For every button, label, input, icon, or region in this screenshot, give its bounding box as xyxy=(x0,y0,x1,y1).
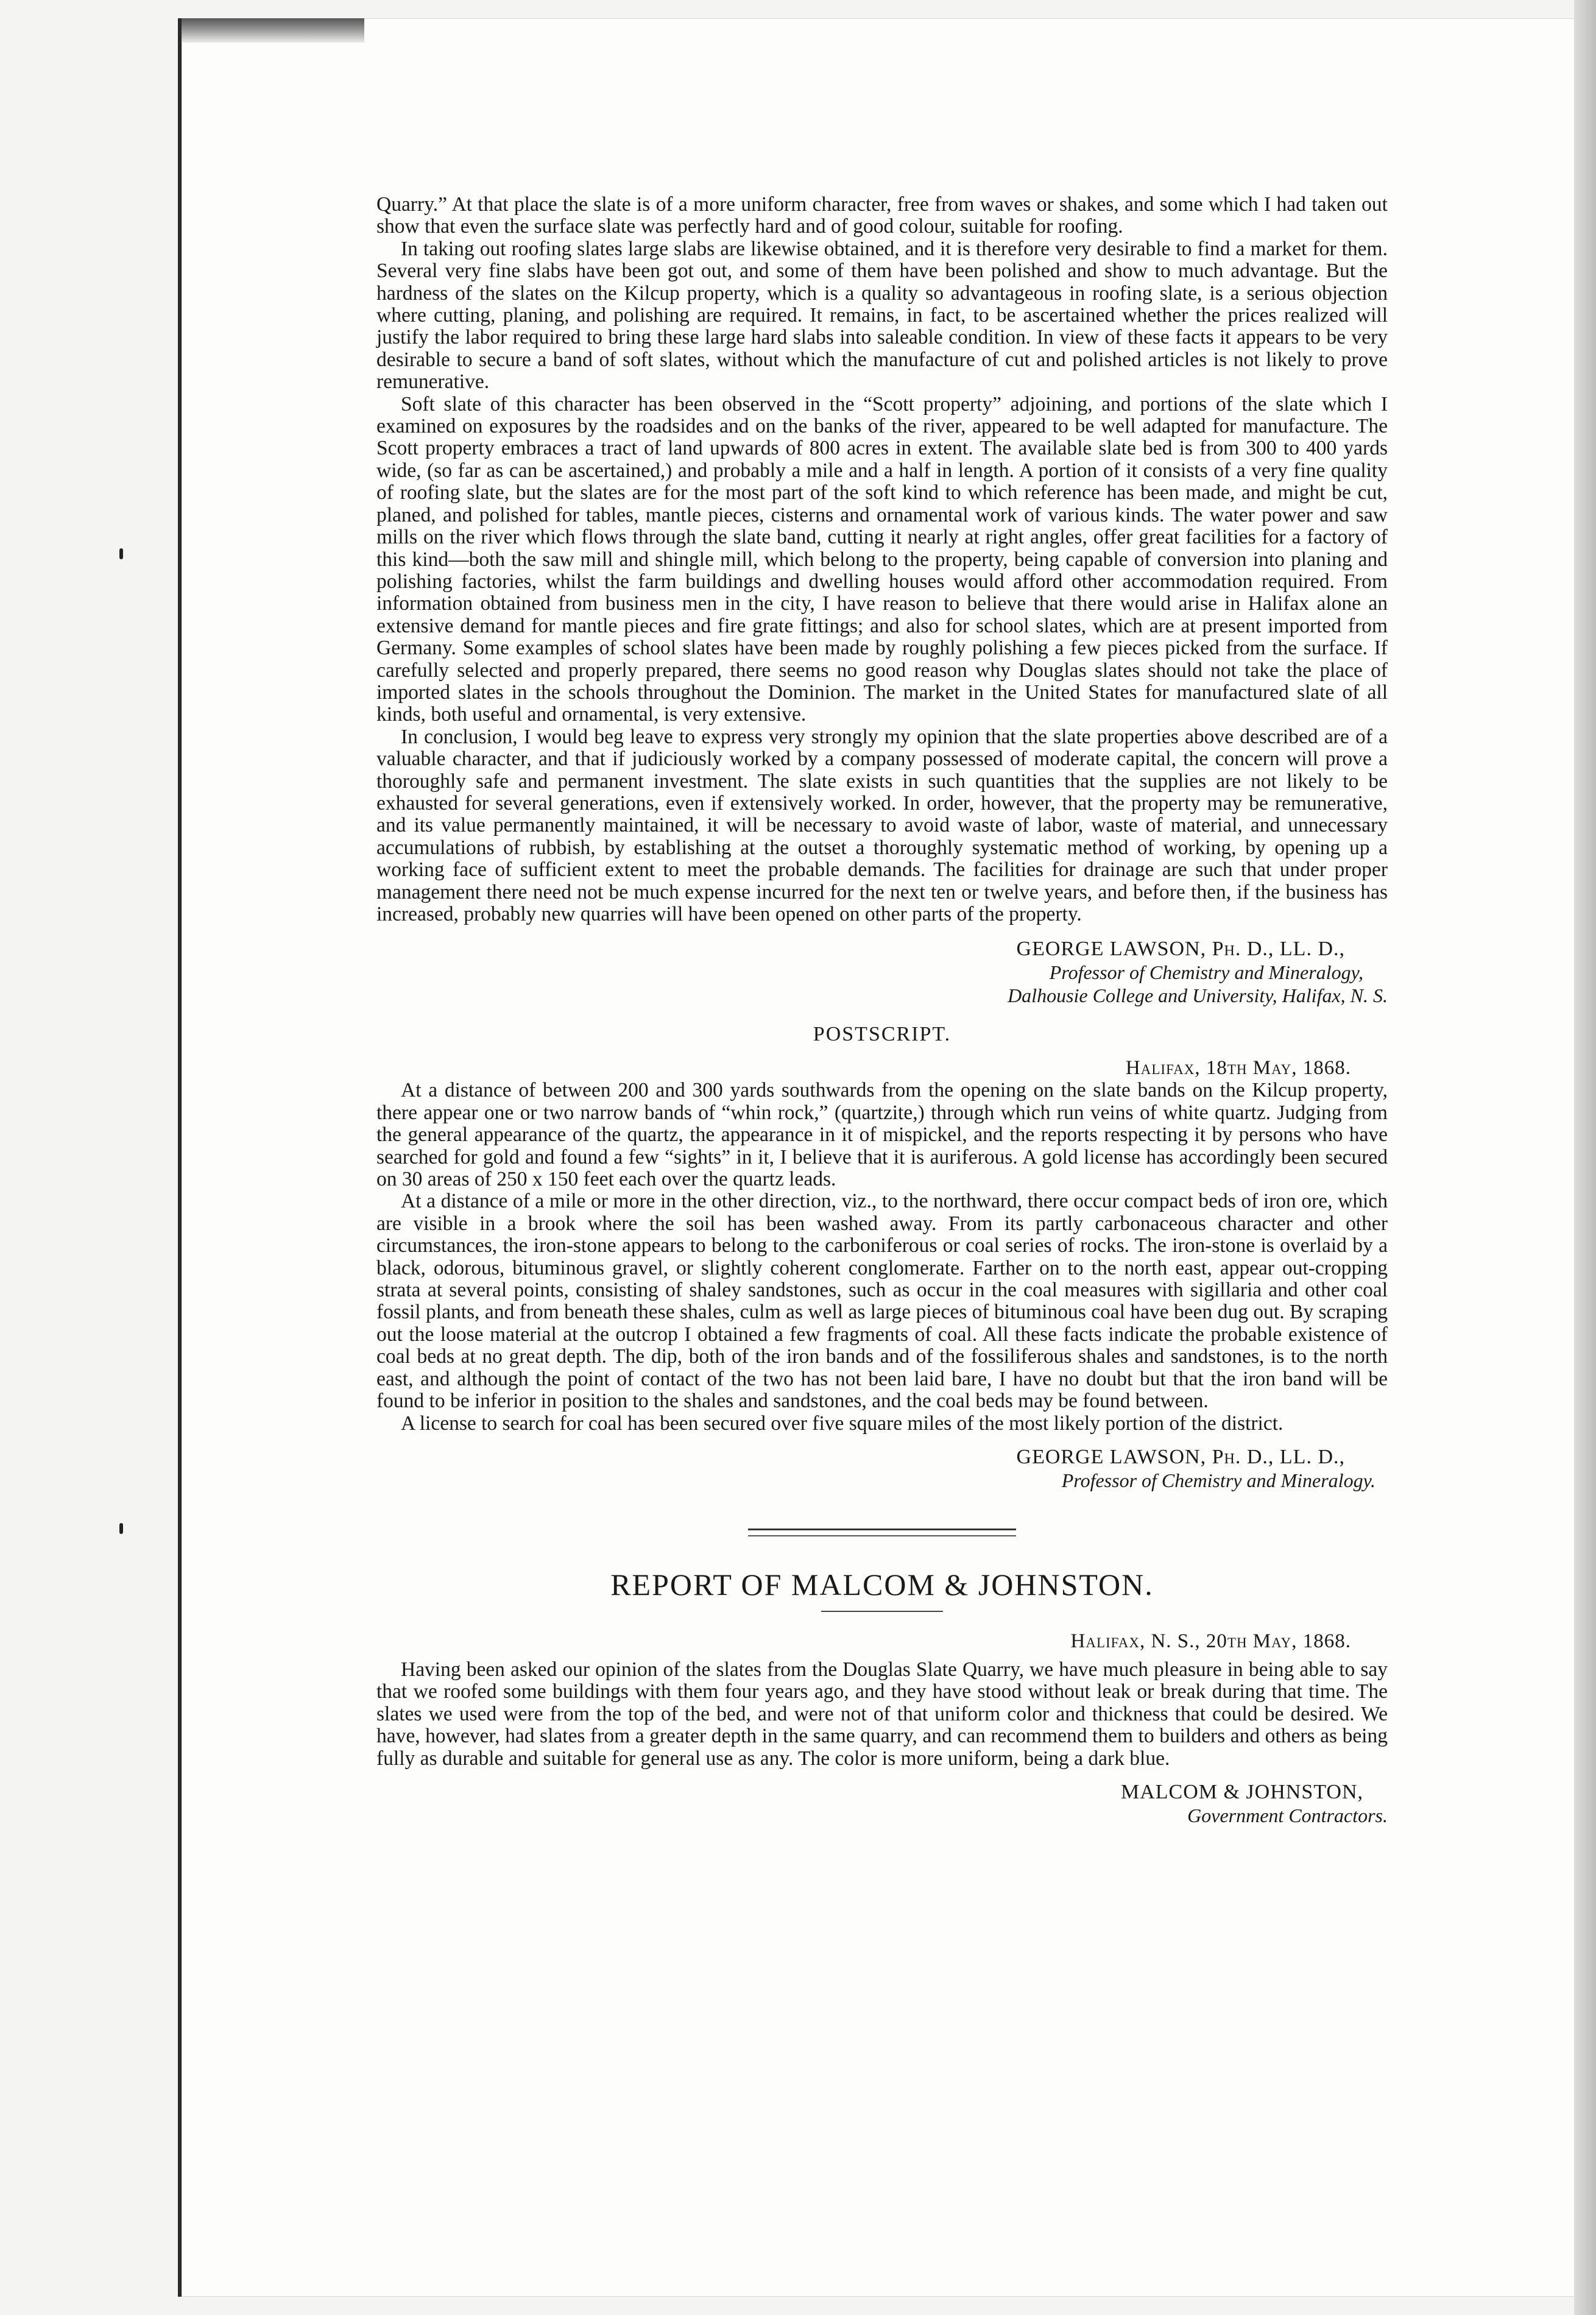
report-paragraph: In taking out roofing slates large slabs are likewise obtained, and it is therefore very desirable to find a market for them. Several very fine slabs have been got out, and some of them have been polished and show to much advantage. But the hardness of the slates on the Kilcup property, which is a quality so advantageous in roofing slate, is a serious objection where cutting, planing, and polishing are required. It remains, in fact, to be ascertained whether the prices realized will justify the labor required to bring these large hard slabs into saleable condition. In view of these facts it appears to be very desirable to secure a band of soft slates, without which the manufacture of cut and polished articles is not likely to prove remunerative. xyxy=(376,237,1388,394)
section-divider xyxy=(748,1529,1016,1530)
document-content xyxy=(376,194,1388,1827)
postscript-dateline: Halifax, 18th May, 1868. xyxy=(1125,1057,1351,1080)
signature-title: Government Contractors. xyxy=(1187,1804,1388,1826)
report-title: REPORT OF MALCOM & JOHNSTON. xyxy=(610,1567,1154,1602)
binding-mark xyxy=(119,548,123,559)
malcom-paragraph: Having been asked our opinion of the slates from the Douglas Slate Quarry, we have much pleasure in being able to say that we roofed some buildings with them four years ago, and they have stood without leak or break during that time. The slates we used were from the top of the bed, and were not of that uniform color and thickness that could be desired. We have, however, had slates from a greater depth in the same quarry, and can recommend them to builders and others as being fully as durable and suitable for general use as any. The color is more uniform, being a dark blue. xyxy=(376,1658,1388,1770)
signature-title: Professor of Chemistry and Mineralogy. xyxy=(1061,1469,1375,1491)
page-fold-shadow xyxy=(182,18,364,43)
postscript-paragraph: At a distance of a mile or more in the other direction, viz., to the northward, there occur compact beds of iron ore, which are visible in a brook where the soil has been washed away. From its partly carbonaceous character and other circumstances, the iron-stone appears to belong to the carboniferous or coal series of rocks. The iron-stone is overlaid by a black, odorous, bituminous gravel, or slightly coherent conglomerate. Farther on to the north east, appear out-cropping strata at several points, consisting of shaley sandstones, such as occur in the coal measures with sigillaria and other coal fossil plants, and from beneath these shales, culm as well as large pieces of bituminous coal have been dug out. By scraping out the loose material at the outcrop I obtained a few fragments of coal. All these facts indicate the probable existence of coal beds at no great depth. The dip, both of the iron bands and of the fossiliferous shales and sandstones, is to the north east, and although the point of contact of the two has not been laid bare, I have no doubt but that the iron band will be found to be inferior in position to the shales and sandstones, and the coal beds may be found between. xyxy=(376,1190,1388,1413)
section-divider xyxy=(748,1535,1016,1536)
signature-title: Professor of Chemistry and Mineralogy, xyxy=(1049,961,1363,984)
signature-name: MALCOM & JOHNSTON, xyxy=(1120,1780,1363,1803)
report-section xyxy=(376,194,1388,1007)
postscript-paragraph: A license to search for coal has been secured over five square miles of the most likely portion of the district. xyxy=(401,1412,1284,1435)
report-paragraph: Quarry.” At that place the slate is of a more uniform character, free from waves or shakes, and some which I had taken out show that even the surface slate was perfectly hard and of good colour, suitable for roofing. xyxy=(376,193,1388,238)
malcom-report-section xyxy=(376,1567,1388,1827)
postscript-heading: POSTSCRIPT. xyxy=(813,1023,952,1046)
page-edge xyxy=(1574,0,1596,2315)
postscript-section xyxy=(376,1023,1388,1492)
malcom-dateline: Halifax, N. S., 20th May, 1868. xyxy=(1070,1630,1351,1652)
signature-affiliation: Dalhousie College and University, Halifax, N. S. xyxy=(1008,984,1388,1007)
report-paragraph: In conclusion, I would beg leave to express very strongly my opinion that the slate properties above described are of a valuable character, and that if judiciously worked by a company possessed of moderate capital, the concern will prove a thoroughly safe and permanent investment. The slate exists in such quantities that the supplies are not likely to be exhausted for several generations, even if extensively worked. In order, however, that the property may be remunerative, and its value permanently maintained, it will be necessary to avoid waste of labor, waste of material, and unnecessary accumulations of rubbish, by establishing at the outset a thoroughly systematic method of working, by opening up a working face of sufficient extent to meet the probable demands. The facilities for drainage are such that under proper management there need not be much expense incurred for the next ten or twelve years, and before then, if the business has increased, probably new quarries will have been opened on other parts of the property. xyxy=(376,725,1388,925)
binding-mark xyxy=(119,1523,123,1534)
report-paragraph: Soft slate of this character has been observed in the “Scott property” adjoining, and portions of the slate which I examined on exposures by the roadsides and on the banks of the river, appeared to be well adapted for manufacture. The Scott property embraces a tract of land upwards of 800 acres in extent. The available slate bed is from 300 to 400 yards wide, (so far as can be ascertained,) and probably a mile and a half in length. A portion of it consists of a very fine quality of roofing slate, but the slates are for the most part of the soft kind to which reference has been made, and might be cut, planed, and polished for tables, mantle pieces, cisterns and ornamental work of various kinds. The water power and saw mills on the river which flows through the slate band, cutting it nearly at right angles, offer great facilities for a factory of this kind—both the saw mill and shingle mill, which belong to the property, being capable of conversion into planing and polishing factories, whilst the farm buildings and dwelling houses would afford other accommodation required. From information obtained from business men in the city, I have reason to believe that there would arise in Halifax alone an extensive demand for mantle pieces and fire grate fittings; and also for school slates, which are at present imported from Germany. Some examples of school slates have been made by roughly polishing a few pieces picked from the surface. If carefully selected and properly prepared, there seems no good reason why Douglas slates should not take the place of imported slates in the schools throughout the Dominion. The market in the United States for manufactured slate of all kinds, both useful and ornamental, is very extensive. xyxy=(376,392,1388,726)
postscript-paragraph: At a distance of between 200 and 300 yards southwards from the opening on the slate bands on the Kilcup property, there appear one or two narrow bands of “whin rock,” (quartzite,) through which run veins of white quartz. Judging from the general appearance of the quartz, the appearance in it of mispickel, and the reports respecting it by persons who have searched for gold and found a few “sights” in it, I believe that it is auriferous. A gold license has accordingly been secured on 30 areas of 250 x 150 feet each over the quartz leads. xyxy=(376,1079,1388,1191)
signature-name: GEORGE LAWSON, Ph. D., LL. D., xyxy=(1016,1445,1345,1468)
signature-name: GEORGE LAWSON, Ph. D., LL. D., xyxy=(1016,938,1345,961)
